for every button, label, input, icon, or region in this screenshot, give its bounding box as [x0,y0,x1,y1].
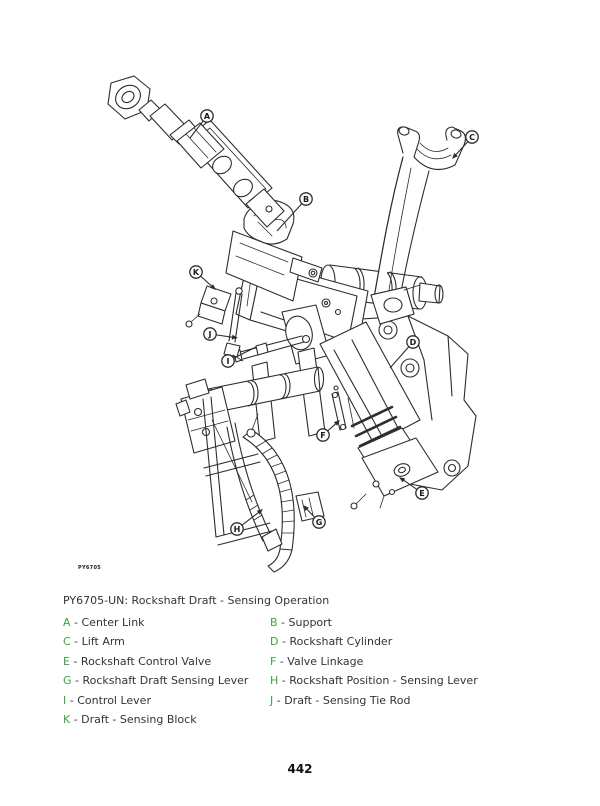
legend-item-D [270,632,478,651]
legend-item-A [63,613,248,632]
callout-letter: E [419,488,425,498]
legend-key: C [63,635,71,649]
legend-key: G [63,674,72,688]
legend-label: - Support [277,616,332,629]
draft-quadrant-art [243,414,324,572]
legend-item-F [270,652,478,671]
legend-item-B [270,613,478,632]
legend-label: - Draft - Sensing Block [70,712,197,726]
page-number: 442 [287,762,313,776]
legend-item-I [63,691,248,710]
callout-arrowhead [232,335,238,340]
callout-letter: J [208,329,212,339]
legend-label: - Control Lever [66,693,151,707]
callout-letter: B [302,194,310,204]
legend-key: K [63,712,71,726]
callout-leader-line [201,276,213,287]
legend-item-C [63,632,248,651]
callout-letter: I [226,356,230,366]
legend-column-right [270,613,478,710]
figure-id-tag: PY6705 [78,565,102,571]
center-link-art [108,76,284,236]
legend-item-G [63,671,248,690]
legend-label: - Draft - Sensing Tie Rod [273,693,411,707]
callout-letter: A [203,111,211,121]
legend-key: D [270,635,279,649]
callout-letter: C [469,132,475,142]
legend-key: F [270,654,277,668]
legend-key: H [270,674,279,688]
callout-letter: H [233,524,241,534]
legend-key: B [270,616,278,629]
legend-item-E [63,652,248,671]
legend-item-J [270,691,478,710]
legend-label: - Rockshaft Cylinder [278,635,393,649]
legend-label: - Rockshaft Position - Sensing Lever [278,674,478,688]
callout-letter: G [315,517,323,527]
callout-letter: D [409,337,417,347]
callout-J [204,328,238,340]
legend-key: I [63,693,67,707]
callout-leader-line [216,335,233,337]
callout-K [190,266,216,290]
legend-column-left [63,613,248,729]
callout-letter: K [192,267,200,277]
sensing-block-art [186,286,231,327]
legend-label: - Rockshaft Draft Sensing Lever [71,674,249,688]
legend-key: A [63,616,71,629]
figure-caption: PY6705-UN: Rockshaft Draft - Sensing Operation [63,594,330,607]
legend-label: - Lift Arm [70,635,125,649]
legend-label: - Valve Linkage [276,654,364,668]
legend-item-K [63,710,248,729]
legend-item-H [270,671,478,690]
legend-label: - Center Link [70,616,145,629]
callout-letter: F [320,430,326,440]
legend-key: E [63,654,70,668]
callout-leader-line [328,423,337,431]
legend-label: - Rockshaft Control Valve [69,654,212,668]
legend-key: J [270,693,274,707]
